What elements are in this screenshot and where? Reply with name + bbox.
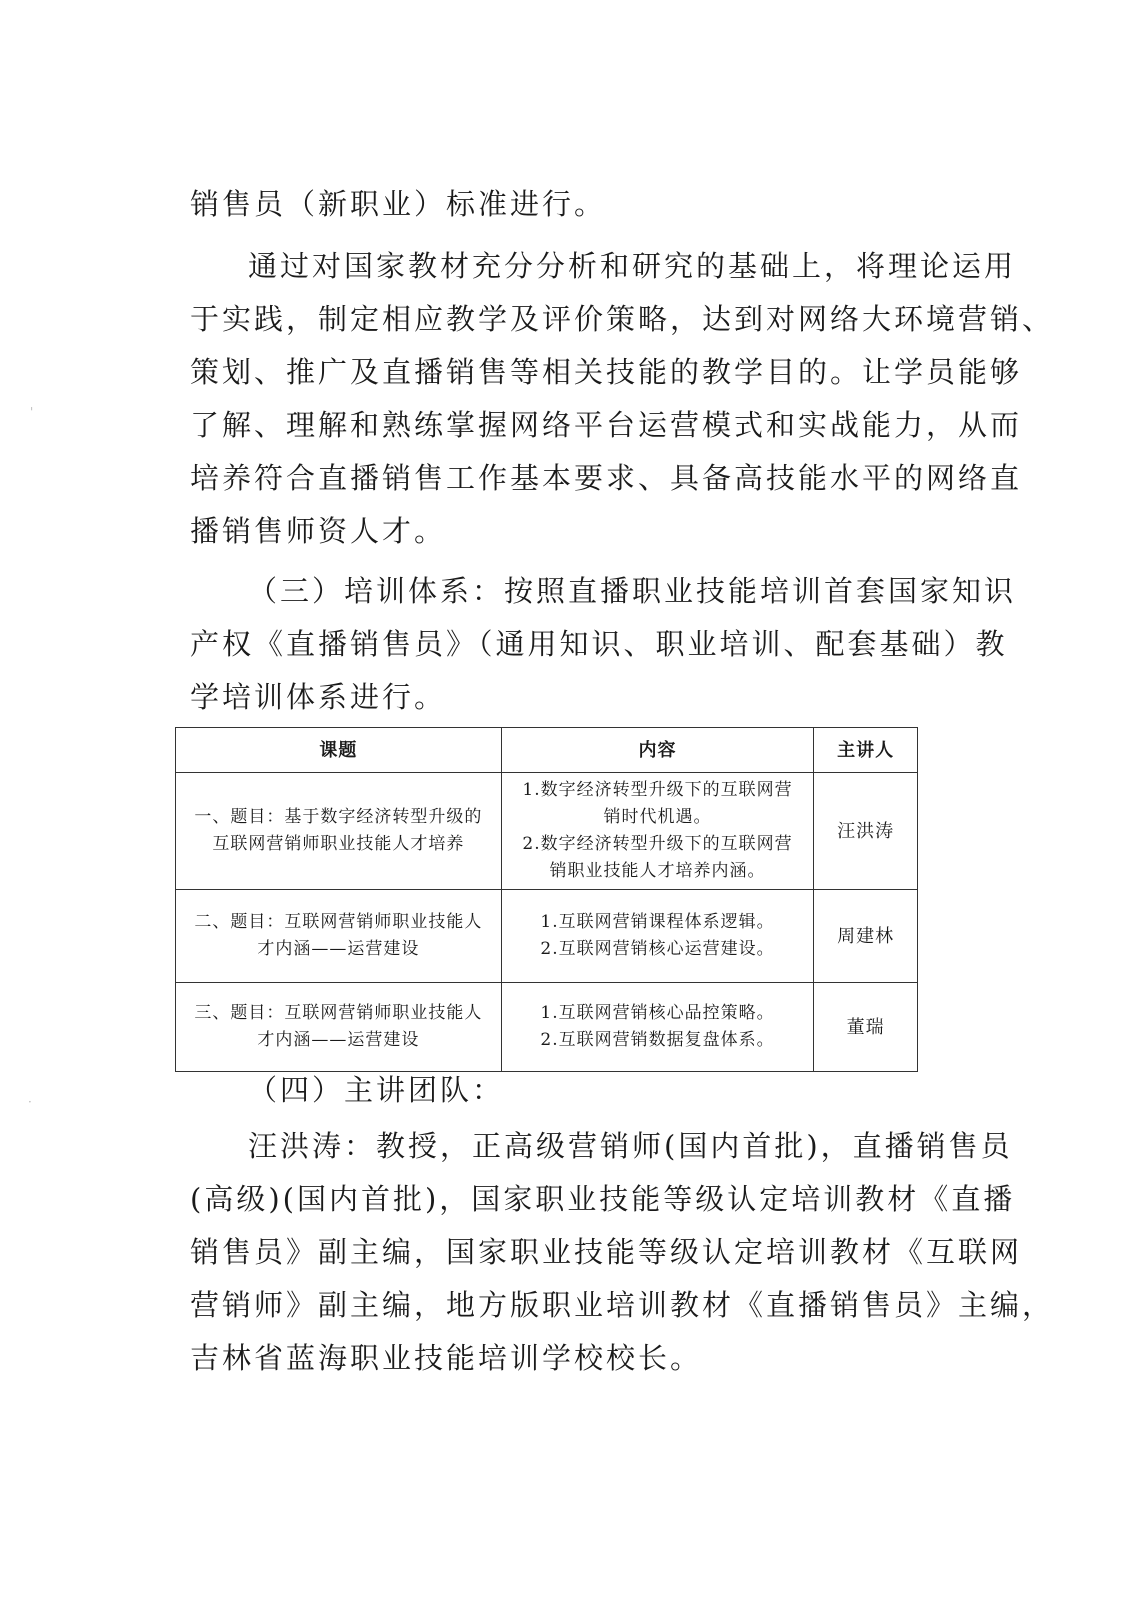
speaker-cell: 汪洪涛 xyxy=(814,773,918,890)
table-header-row xyxy=(176,728,918,773)
topic-line: 才内涵——运营建设 xyxy=(257,1030,420,1050)
table-row xyxy=(176,890,918,983)
topic-cell xyxy=(176,983,502,1072)
text-line: 吉林省蓝海职业技能培训学校校长。 xyxy=(190,1341,703,1375)
table-row xyxy=(176,773,918,890)
text-line: 销售员（新职业）标准进行。 xyxy=(190,187,607,221)
content-line: 销时代机遇。 xyxy=(603,807,712,827)
paragraph-standard xyxy=(190,178,915,231)
text-line: 播销售师资人才。 xyxy=(190,514,447,548)
text-line: （三）培训体系：按照直播职业技能培训首套国家知识 xyxy=(248,574,1017,608)
content-cell xyxy=(501,983,813,1072)
text-line: 通过对国家教材充分分析和研究的基础上，将理论运用 xyxy=(248,249,1017,283)
speaker-cell: 董瑞 xyxy=(814,983,918,1072)
content-cell xyxy=(501,773,813,890)
paragraph-training-system xyxy=(190,565,1017,724)
content-line: 1.互联网营销课程体系逻辑。 xyxy=(540,912,775,932)
topic-line: 二、题目：互联网营销师职业技能人 xyxy=(194,912,483,932)
text-line: 产权《直播销售员》（通用知识、职业培训、配套基础）教 xyxy=(190,627,1008,661)
content-line: 1.互联网营销核心品控策略。 xyxy=(540,1003,775,1023)
paragraph-speaker-bio xyxy=(190,1120,1055,1385)
topic-cell xyxy=(176,890,502,983)
text-line: 策划、推广及直播销售等相关技能的教学目的。让学员能够 xyxy=(190,355,1023,389)
topic-line: 才内涵——运营建设 xyxy=(257,939,420,959)
text-line: 于实践，制定相应教学及评价策略，达到对网络大环境营销、 xyxy=(190,302,1055,336)
content-cell xyxy=(501,890,813,983)
content-line: 1.数字经济转型升级下的互联网营 xyxy=(522,780,793,800)
table-row xyxy=(176,983,918,1072)
topic-line: 一、题目：基于数字经济转型升级的 xyxy=(194,807,483,827)
content-line: 2.互联网营销数据复盘体系。 xyxy=(540,1030,775,1050)
text-line: 汪洪涛：教授，正高级营销师(国内首批)，直播销售员 xyxy=(248,1129,1013,1163)
topic-cell xyxy=(176,773,502,890)
text-line: 营销师》副主编，地方版职业培训教材《直播销售员》主编， xyxy=(190,1288,1055,1322)
text-line: （四）主讲团队： xyxy=(248,1073,505,1107)
header-content: 内容 xyxy=(501,728,813,773)
text-line: 培养符合直播销售工作基本要求、具备高技能水平的网络直 xyxy=(190,461,1023,495)
header-speaker: 主讲人 xyxy=(814,728,918,773)
text-line: 学培训体系进行。 xyxy=(190,680,447,714)
scan-binding-mark: · xyxy=(28,1095,32,1109)
course-table xyxy=(175,727,918,1072)
content-line: 销职业技能人才培养内涵。 xyxy=(549,861,766,881)
paragraph-training-goal xyxy=(190,240,1055,558)
topic-line: 三、题目：互联网营销师职业技能人 xyxy=(194,1003,483,1023)
text-line: 了解、理解和熟练掌握网络平台运营模式和实战能力，从而 xyxy=(190,408,1023,442)
header-topic: 课题 xyxy=(176,728,502,773)
speaker-cell: 周建林 xyxy=(814,890,918,983)
paragraph-team-heading xyxy=(190,1064,915,1117)
scan-binding-mark: ' xyxy=(30,405,34,419)
text-line: (高级)(国内首批)，国家职业技能等级认定培训教材《直播 xyxy=(190,1182,1016,1216)
content-line: 2.数字经济转型升级下的互联网营 xyxy=(522,834,793,854)
content-line: 2.互联网营销核心运营建设。 xyxy=(540,939,775,959)
text-line: 销售员》副主编，国家职业技能等级认定培训教材《互联网 xyxy=(190,1235,1023,1269)
topic-line: 互联网营销师职业技能人才培养 xyxy=(212,834,465,854)
